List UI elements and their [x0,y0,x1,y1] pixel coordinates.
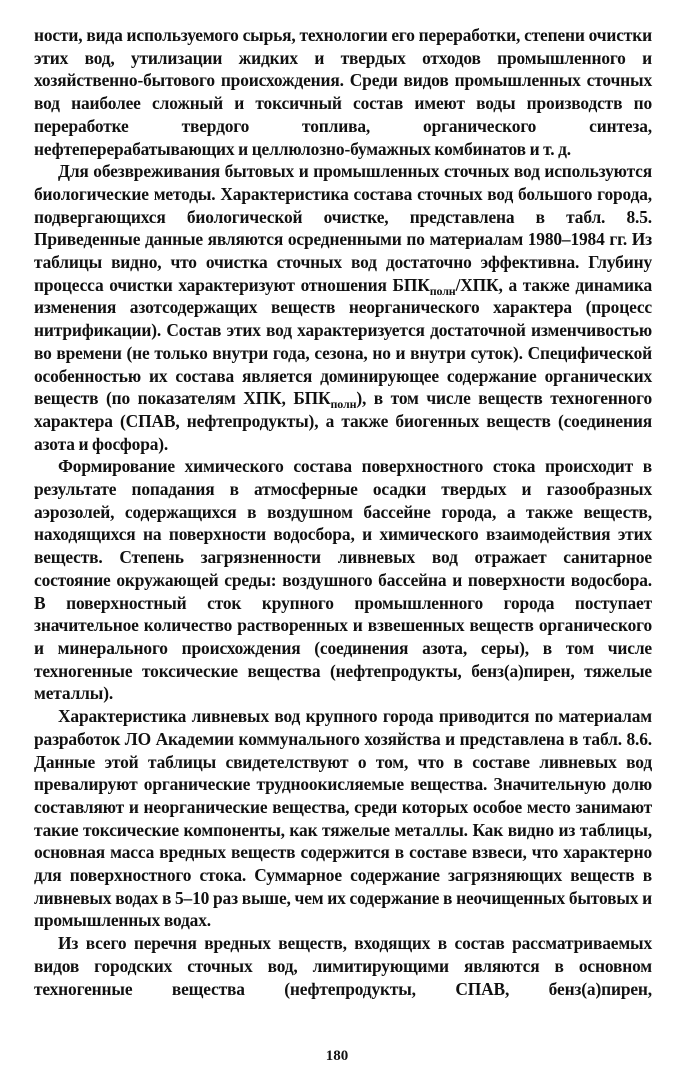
paragraph-1 [34,24,652,160]
subscript-text: полн [330,397,357,412]
paragraph-text: Характеристика ливневых вод крупного города приводится по материалам разработок ЛО Академии коммунального хозяйства и представлена в табл. 8.6. Данные этой таблицы свидетелствуют о том, что в составе ливневых вод превалируют органические трудноокисляемые вещества. Значительную долю составляют и неорганические вещества, среди которых особое место занимают такие токсические компоненты, как тяжелые металлы. Как видно из таблицы, основная масса вредных веществ содержится в составе взвеси, что характерно для поверхностного стока. Суммарное содержание загрязняющих веществ в ливневых водах в 5–10 раз выше, чем их содержание в неочищенных бытовых и промышленных водах. [34,706,652,931]
paragraph-text: Для обезвреживания бытовых и промышленных сточных вод используются биологические методы. Характеристика состава сточных вод большого города, подвергающихся биологической очистке, представлена в табл. 8.5. Приведенные данные являются осредненными по материалам 1980–1984 гг. Из таблицы видно, что очистка сточных вод достаточно эффективна. Глубину процесса очистки характеризуют отношения БПК [34,161,652,295]
subscript-text: полн [429,283,456,298]
paragraph-2 [34,160,652,455]
paragraph-3 [34,455,652,705]
document-page [34,24,652,1000]
paragraph-text: ности, вида используемого сырья, технологии его переработки, степени очистки этих вод, утилизации жидких и твердых отходов промышленного и хозяйственно-бытового происхождения. Среди видов промышленных сточных вод наиболее сложный и токсичный состав имеют воды производств по переработке твердого топлива, органического синтеза, нефтеперерабатывающих и целлюлозно-бумажных комбинатов и т. д. [34,25,652,159]
paragraph-text: /ХПК, а также динамика изменения азотсодержащих веществ неорганического характера (процесс нитрификации). Состав этих вод характеризуется достаточной изменчивостью во времени (не только внутри года, сезона, но и внутри суток). Специфической особенностью их состава является доминирующее содержание органических веществ (по показателям ХПК, БПК [34,274,652,409]
paragraph-text: Из всего перечня вредных веществ, входящих в состав рассматриваемых видов городских сточных вод, лимитирующими являются в основном техногенные вещества (нефтепродукты, СПАВ, бенз(а)пирен, [34,933,652,999]
paragraph-text: ), в том числе веществ техногенного характера (СПАВ, нефтепродукты), а также биогенных веществ (соединения азота и фосфора). [34,388,653,454]
paragraph-4 [34,705,652,932]
paragraph-5 [34,932,652,1000]
paragraph-text: Формирование химического состава поверхностного стока происходит в результате попадания в атмосферные осадки твердых и газообразных аэрозолей, содержащихся в воздушном бассейне города, а также веществ, находящихся на поверхности водосбора, и химического взаимодействия этих веществ. Степень загрязненности ливневых вод отражает санитарное состояние окружающей среды: воздушного бассейна и поверхности водосбора. В поверхностный сток крупного промышленного города поступает значительное количество растворенных и взвешенных веществ органического и минерального происхождения (соединения азота, серы), в том числе техногенные токсические вещества (нефтепродукты, бенз(а)пирен, тяжелые металлы). [34,456,652,704]
page-number: 180 [325,1048,349,1064]
